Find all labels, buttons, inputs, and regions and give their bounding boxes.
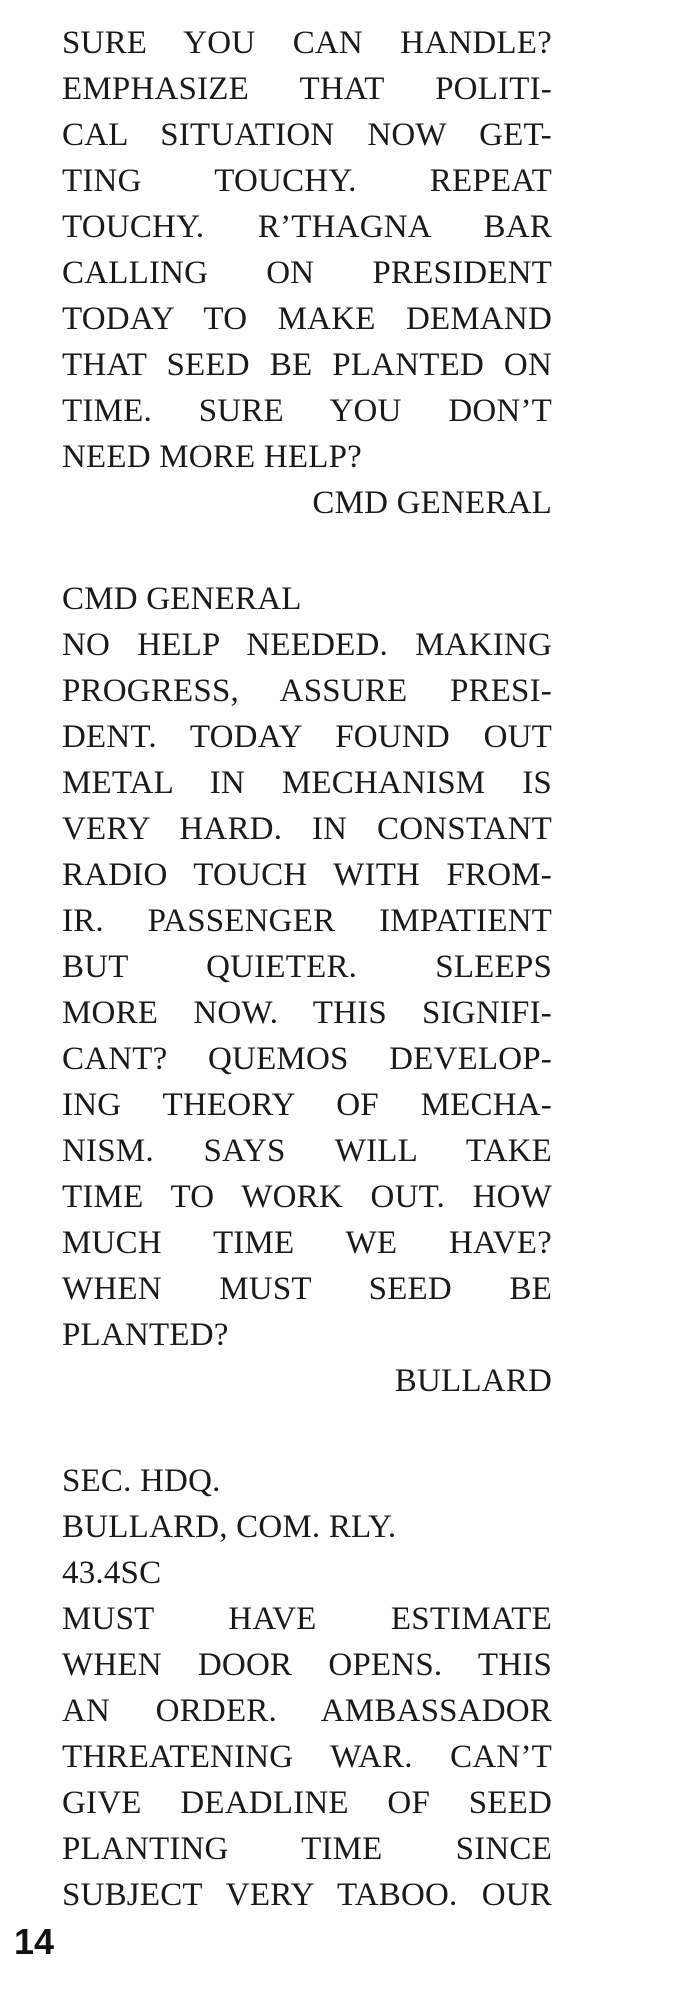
message-2-line: PLANTED? bbox=[62, 1317, 229, 1353]
message-3-header: BULLARD, COM. RLY. bbox=[62, 1509, 397, 1545]
message-2-line: DENT. TODAY FOUND OUT bbox=[62, 719, 552, 755]
message-2-line: BUT QUIETER. SLEEPS bbox=[62, 949, 552, 985]
message-3-line: THREATENING WAR. CAN’T bbox=[62, 1739, 552, 1775]
message-1-line: SURE YOU CAN HANDLE? bbox=[62, 25, 552, 61]
message-2-line: IR. PASSENGER IMPATIENT bbox=[62, 903, 552, 939]
page-number: 14 bbox=[14, 1921, 55, 1962]
message-2-line: MORE NOW. THIS SIGNIFI- bbox=[62, 995, 552, 1031]
message-2-line: TIME TO WORK OUT. HOW bbox=[62, 1179, 552, 1215]
section-gap bbox=[62, 526, 552, 576]
message-2-recipient: CMD GENERAL bbox=[62, 581, 302, 617]
message-1-line: TIME. SURE YOU DON’T bbox=[62, 393, 552, 429]
message-1-line: TOUCHY. R’THAGNA BAR bbox=[62, 209, 552, 245]
message-3-line: WHEN DOOR OPENS. THIS bbox=[62, 1647, 552, 1683]
message-3-line: PLANTING TIME SINCE bbox=[62, 1831, 552, 1867]
message-2-line: ING THEORY OF MECHA- bbox=[62, 1087, 552, 1123]
message-2-line: METAL IN MECHANISM IS bbox=[62, 765, 552, 801]
message-1-line: CAL SITUATION NOW GET- bbox=[62, 117, 552, 153]
message-1-line: EMPHASIZE THAT POLITI- bbox=[62, 71, 552, 107]
message-3 bbox=[62, 1458, 552, 1918]
message-1-line: THAT SEED BE PLANTED ON bbox=[62, 347, 552, 383]
message-2-line: NO HELP NEEDED. MAKING bbox=[62, 627, 552, 663]
message-1 bbox=[62, 20, 552, 526]
message-2-line: MUCH TIME WE HAVE? bbox=[62, 1225, 552, 1261]
message-2-line: CANT? QUEMOS DEVELOP- bbox=[62, 1041, 552, 1077]
message-1-line: TING TOUCHY. REPEAT bbox=[62, 163, 552, 199]
message-3-line: MUST HAVE ESTIMATE bbox=[62, 1601, 552, 1637]
section-gap bbox=[62, 1404, 552, 1458]
message-2-signature: BULLARD bbox=[394, 1363, 552, 1399]
message-2-line: VERY HARD. IN CONSTANT bbox=[62, 811, 552, 847]
message-2-line: RADIO TOUCH WITH FROM- bbox=[62, 857, 552, 893]
message-3-line: SUBJECT VERY TABOO. OUR bbox=[62, 1877, 552, 1913]
message-2-line: WHEN MUST SEED BE bbox=[62, 1271, 552, 1307]
message-3-header: SEC. HDQ. bbox=[62, 1463, 221, 1499]
message-1-line: NEED MORE HELP? bbox=[62, 439, 362, 475]
message-3-header: 43.4SC bbox=[62, 1555, 162, 1591]
message-1-line: TODAY TO MAKE DEMAND bbox=[62, 301, 552, 337]
message-3-line: GIVE DEADLINE OF SEED bbox=[62, 1785, 552, 1821]
text-column bbox=[62, 20, 552, 1918]
message-2-line: NISM. SAYS WILL TAKE bbox=[62, 1133, 552, 1169]
message-3-line: AN ORDER. AMBASSADOR bbox=[62, 1693, 552, 1729]
message-1-line: CALLING ON PRESIDENT bbox=[62, 255, 552, 291]
message-1-signature: CMD GENERAL bbox=[312, 485, 552, 521]
message-2 bbox=[62, 576, 552, 1404]
message-2-line: PROGRESS, ASSURE PRESI- bbox=[62, 673, 552, 709]
